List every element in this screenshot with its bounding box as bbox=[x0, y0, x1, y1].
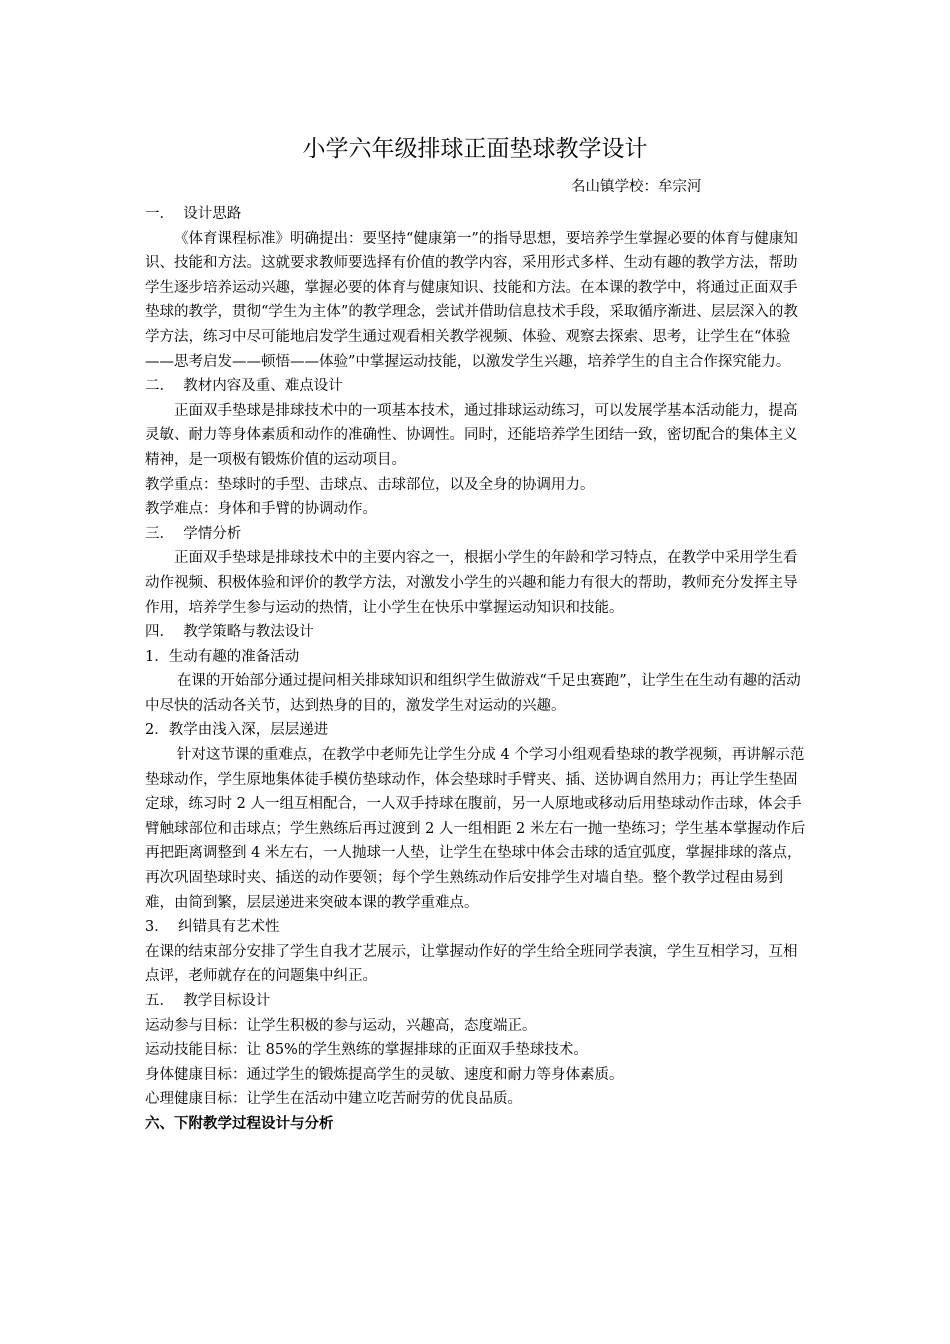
subheading-4-1: 1．生动有趣的准备活动 bbox=[145, 648, 300, 665]
paragraph-warmup: 在课的开始部分通过提问相关排球知识和组织学生做游戏“千足虫赛跑”，让学生在生动有趣的活动中尽快的活动各关节，达到热身的目的，激发学生对运动的兴趣。 bbox=[145, 673, 801, 714]
section-heading-5: 五． 教学目标设计 bbox=[145, 993, 271, 1009]
teaching-difficulty: 教学难点：身体和手臂的协调动作。 bbox=[145, 501, 377, 518]
section-heading-2: 二． 教材内容及重、难点设计 bbox=[145, 378, 343, 395]
section-heading-3: 三． 学情分析 bbox=[145, 525, 242, 542]
goal-skill: 运动技能目标：让 85%的学生熟练的掌握排球的正面双手垫球技术。 bbox=[145, 1042, 588, 1059]
paragraph-student-analysis: 正面双手垫球是排球技术中的主要内容之一，根据小学生的年龄和学习特点，在教学中采用学生看动作视频、积极体验和评价的教学方法，对激发小学生的兴趣和能力有很大的帮助，教师充分发挥主导作用，培养学生参与运动的热情，让小学生在快乐中掌握运动知识和技能。 bbox=[145, 550, 798, 616]
section-heading-4: 四． 教学策略与教法设计 bbox=[145, 624, 314, 641]
document-body bbox=[145, 202, 810, 1137]
paragraph-content: 正面双手垫球是排球技术中的一项基本技术，通过排球运动练习，可以发展学基本活动能力，提高灵敏、耐力等身体素质和动作的准确性、协调性。同时，还能培养学生团结一致，密切配合的集体主义精神，是一项极有锻炼价值的运动项目。 bbox=[145, 402, 798, 468]
document-title: 小学六年级排球正面垫球教学设计 bbox=[302, 136, 648, 162]
subheading-4-3: 3． 纠错具有艺术性 bbox=[145, 919, 280, 936]
paragraph-correction: 在课的结束部分安排了学生自我才艺展示，让掌握动作好的学生给全班同学表演，学生互相学习，互相点评，老师就存在的问题集中纠正。 bbox=[145, 943, 798, 985]
goal-mental: 心理健康目标：让学生在活动中建立吃苦耐劳的优良品质。 bbox=[145, 1091, 522, 1108]
teaching-key-point: 教学重点：垫球时的手型、击球点、击球部位，以及全身的协调用力。 bbox=[145, 476, 595, 493]
goal-participation: 运动参与目标：让学生积极的参与运动，兴趣高，态度端正。 bbox=[145, 1017, 537, 1034]
author-line: 名山镇学校：牟宗河 bbox=[571, 179, 702, 195]
subheading-4-2: 2．教学由浅入深，层层递进 bbox=[145, 722, 329, 739]
section-heading-1: 一． 设计思路 bbox=[145, 206, 242, 222]
section-heading-6: 六、下附教学过程设计与分析 bbox=[145, 1114, 334, 1132]
goal-physical: 身体健康目标：通过学生的锻炼提高学生的灵敏、速度和耐力等身体素质。 bbox=[145, 1066, 624, 1083]
paragraph-progression: 针对这节课的重难点，在教学中老师先让学生分成 4 个学习小组观看垫球的教学视频，再讲解示范垫球动作，学生原地集体徒手模仿垫球动作，体会垫球时手臂夹、插、送协调自然用力；再让学生垫固定球，练习时 2 人一组互相配合，一人双手持球在腹前，另一人原地或移动后用垫球动作击球，体会手臂触球部位和击球点；学生熟练后再过渡到 2 人一组相距 2 米左右一抛一垫练习；学生基本掌握动作后再把距离调整到 4 米左右，一人抛球一人垫，让学生在垫球中体会击球的适宜弧度，掌握排球的落点，再次巩固垫球时夹、插送的动作要领；每个学生熟练动作后安排学生对墙自垫。整个教学过程由易到难，由简到繁，层层递进来突破本课的教学重难点。 bbox=[145, 747, 806, 911]
paragraph-design-idea: 《体育课程标准》明确提出：要坚持“健康第一”的指导思想，要培养学生掌握必要的体育与健康知识、技能和方法。这就要求教师要选择有价值的教学内容，采用形式多样、生动有趣的教学方法，帮助学生逐步培养运动兴趣，掌握必要的体育与健康知识、技能和方法。在本课的教学中，将通过正面双手垫球的教学，贯彻“学生为主体”的教学理念，尝试并借助信息技术手段，采取循序渐进、层层深入的教学方法，练习中尽可能地启发学生通过观看相关教学视频、体验、观察去探索、思考，让学生在“体验——思考启发——顿悟——体验”中掌握运动技能，以激发学生兴趣，培养学生的自主合作探究能力。 bbox=[145, 230, 798, 370]
